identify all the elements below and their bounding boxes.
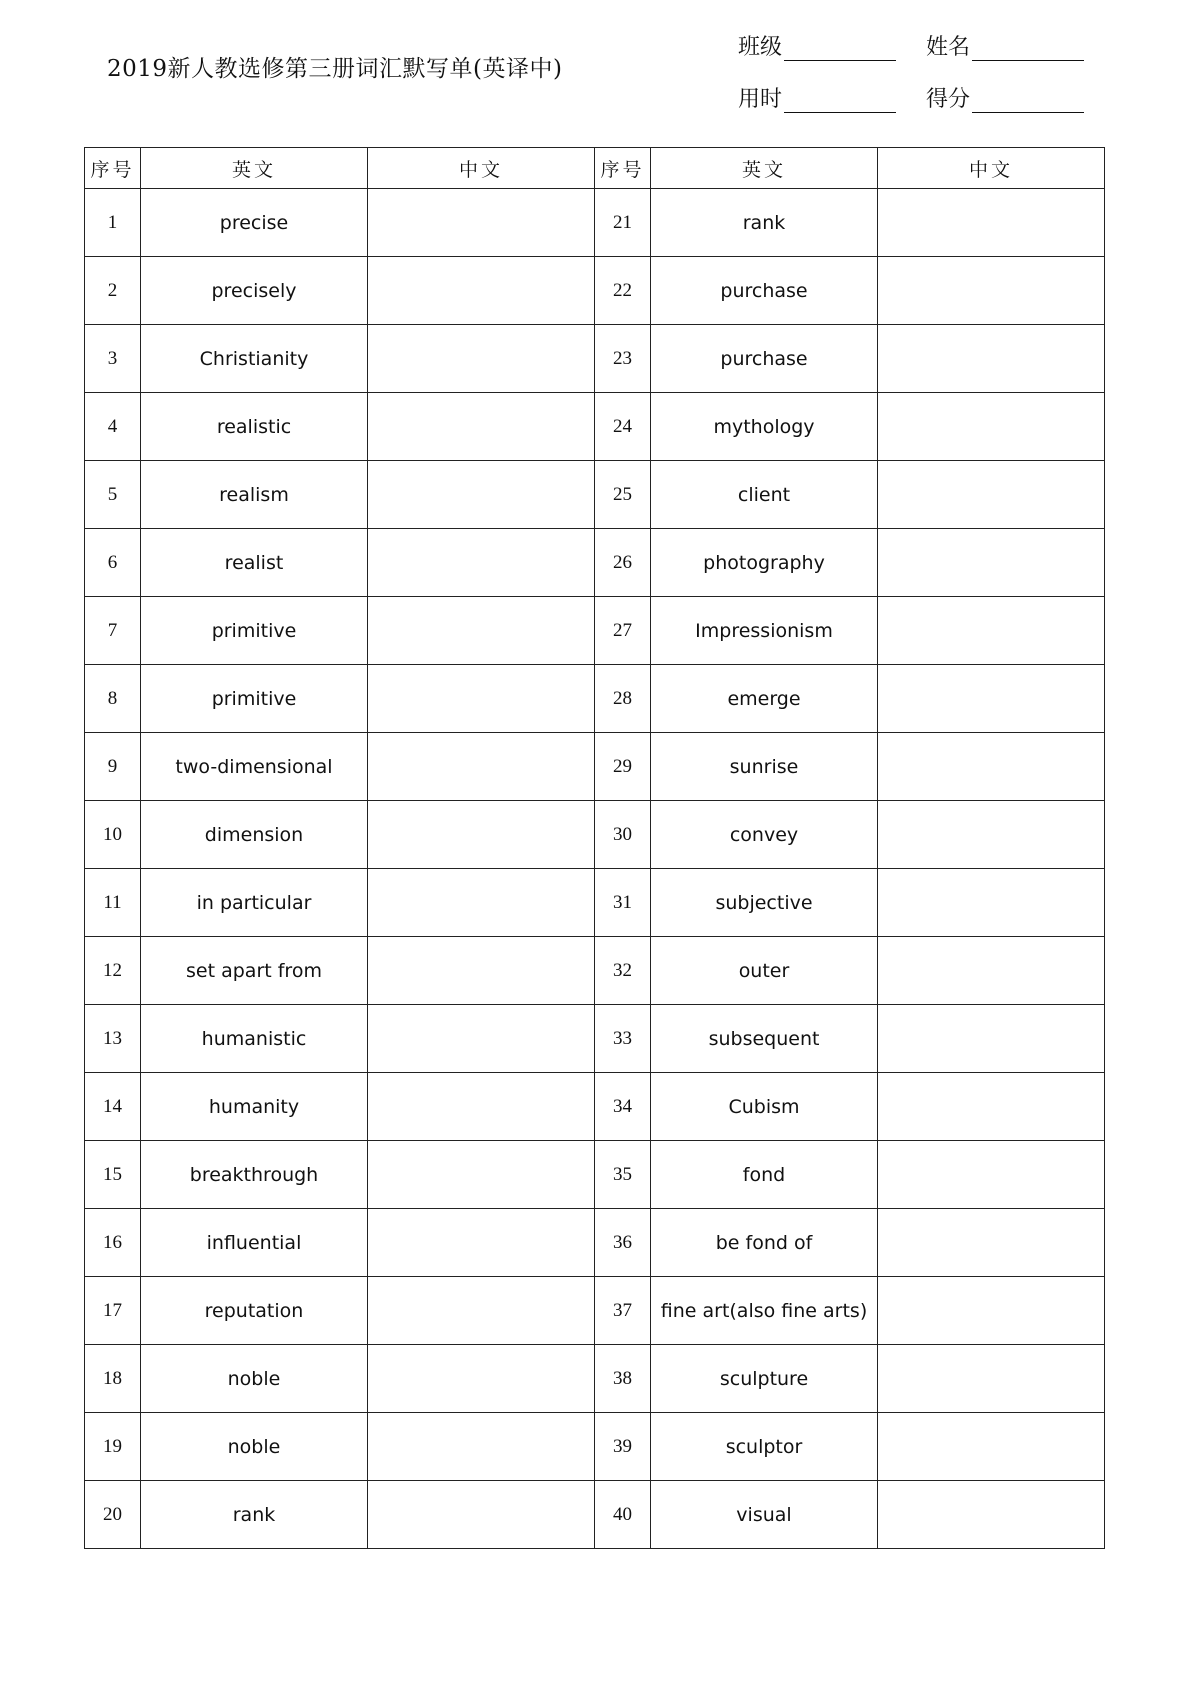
word-number: 14 — [85, 1073, 141, 1141]
chinese-answer-cell[interactable] — [878, 597, 1105, 665]
english-word: Cubism — [651, 1073, 878, 1141]
word-number: 19 — [85, 1413, 141, 1481]
word-number: 31 — [595, 869, 651, 937]
chinese-answer-cell[interactable] — [878, 1073, 1105, 1141]
name-blank[interactable] — [972, 38, 1084, 61]
word-number: 30 — [595, 801, 651, 869]
word-number: 4 — [85, 393, 141, 461]
table-row — [85, 1209, 1105, 1277]
chinese-answer-cell[interactable] — [878, 937, 1105, 1005]
chinese-answer-cell[interactable] — [878, 1481, 1105, 1549]
word-number: 39 — [595, 1413, 651, 1481]
time-label: 用时 — [738, 87, 783, 112]
chinese-answer-cell[interactable] — [368, 393, 595, 461]
english-word: primitive — [141, 665, 368, 733]
english-word: influential — [141, 1209, 368, 1277]
english-word: purchase — [651, 257, 878, 325]
word-number: 8 — [85, 665, 141, 733]
word-number: 9 — [85, 733, 141, 801]
chinese-answer-cell[interactable] — [368, 665, 595, 733]
word-number: 35 — [595, 1141, 651, 1209]
english-word: subsequent — [651, 1005, 878, 1073]
table-body — [85, 189, 1105, 1549]
table-row — [85, 733, 1105, 801]
class-field — [738, 30, 896, 61]
english-word: purchase — [651, 325, 878, 393]
english-word: visual — [651, 1481, 878, 1549]
name-label: 姓名 — [926, 35, 971, 60]
col-header-chinese-right: 中文 — [878, 148, 1105, 189]
word-number: 7 — [85, 597, 141, 665]
chinese-answer-cell[interactable] — [368, 1481, 595, 1549]
class-blank[interactable] — [784, 38, 896, 61]
chinese-answer-cell[interactable] — [368, 869, 595, 937]
word-number: 10 — [85, 801, 141, 869]
chinese-answer-cell[interactable] — [368, 801, 595, 869]
name-field — [926, 30, 1084, 61]
word-number: 33 — [595, 1005, 651, 1073]
english-word: rank — [141, 1481, 368, 1549]
word-number: 38 — [595, 1345, 651, 1413]
word-number: 20 — [85, 1481, 141, 1549]
word-number: 21 — [595, 189, 651, 257]
table-row — [85, 597, 1105, 665]
table-row — [85, 665, 1105, 733]
col-header-english-left: 英文 — [141, 148, 368, 189]
english-word: noble — [141, 1413, 368, 1481]
chinese-answer-cell[interactable] — [878, 1277, 1105, 1345]
chinese-answer-cell[interactable] — [878, 733, 1105, 801]
chinese-answer-cell[interactable] — [878, 801, 1105, 869]
english-word: realism — [141, 461, 368, 529]
chinese-answer-cell[interactable] — [878, 665, 1105, 733]
word-number: 11 — [85, 869, 141, 937]
chinese-answer-cell[interactable] — [878, 1141, 1105, 1209]
time-field — [738, 82, 896, 113]
table-row — [85, 529, 1105, 597]
english-word: fond — [651, 1141, 878, 1209]
chinese-answer-cell[interactable] — [368, 733, 595, 801]
english-word: Christianity — [141, 325, 368, 393]
english-word: realistic — [141, 393, 368, 461]
word-number: 15 — [85, 1141, 141, 1209]
col-header-english-right: 英文 — [651, 148, 878, 189]
english-word: outer — [651, 937, 878, 1005]
chinese-answer-cell[interactable] — [878, 529, 1105, 597]
page-title: 2019新人教选修第三册词汇默写单(英译中) — [107, 56, 563, 82]
word-number: 3 — [85, 325, 141, 393]
chinese-answer-cell[interactable] — [368, 1277, 595, 1345]
chinese-answer-cell[interactable] — [878, 393, 1105, 461]
chinese-answer-cell[interactable] — [878, 1005, 1105, 1073]
english-word: fine art(also fine arts) — [651, 1277, 878, 1345]
chinese-answer-cell[interactable] — [878, 461, 1105, 529]
word-number: 29 — [595, 733, 651, 801]
chinese-answer-cell[interactable] — [368, 1345, 595, 1413]
chinese-answer-cell[interactable] — [368, 529, 595, 597]
table-row — [85, 1413, 1105, 1481]
table-row — [85, 1481, 1105, 1549]
chinese-answer-cell[interactable] — [368, 1073, 595, 1141]
word-number: 2 — [85, 257, 141, 325]
word-number: 36 — [595, 1209, 651, 1277]
col-header-chinese-left: 中文 — [368, 148, 595, 189]
word-number: 28 — [595, 665, 651, 733]
english-word: in particular — [141, 869, 368, 937]
english-word: dimension — [141, 801, 368, 869]
word-number: 5 — [85, 461, 141, 529]
table-row — [85, 1073, 1105, 1141]
english-word: precise — [141, 189, 368, 257]
word-number: 27 — [595, 597, 651, 665]
english-word: sunrise — [651, 733, 878, 801]
class-label: 班级 — [738, 35, 783, 60]
table-row — [85, 937, 1105, 1005]
word-number: 40 — [595, 1481, 651, 1549]
chinese-answer-cell[interactable] — [368, 1005, 595, 1073]
table-row — [85, 257, 1105, 325]
chinese-answer-cell[interactable] — [878, 1413, 1105, 1481]
chinese-answer-cell[interactable] — [878, 189, 1105, 257]
english-word: humanity — [141, 1073, 368, 1141]
english-word: two-dimensional — [141, 733, 368, 801]
english-word: precisely — [141, 257, 368, 325]
english-word: breakthrough — [141, 1141, 368, 1209]
table-row — [85, 1345, 1105, 1413]
english-word: set apart from — [141, 937, 368, 1005]
chinese-answer-cell[interactable] — [878, 869, 1105, 937]
word-number: 32 — [595, 937, 651, 1005]
chinese-answer-cell[interactable] — [368, 597, 595, 665]
chinese-answer-cell[interactable] — [368, 937, 595, 1005]
english-word: emerge — [651, 665, 878, 733]
table-header-row — [85, 148, 1105, 189]
word-number: 16 — [85, 1209, 141, 1277]
table-row — [85, 325, 1105, 393]
chinese-answer-cell[interactable] — [368, 461, 595, 529]
word-number: 34 — [595, 1073, 651, 1141]
vocabulary-table — [84, 147, 1105, 1549]
time-blank[interactable] — [784, 90, 896, 113]
chinese-answer-cell[interactable] — [368, 1413, 595, 1481]
word-number: 37 — [595, 1277, 651, 1345]
table-row — [85, 1141, 1105, 1209]
chinese-answer-cell[interactable] — [878, 325, 1105, 393]
col-header-number-right: 序号 — [595, 148, 651, 189]
word-number: 26 — [595, 529, 651, 597]
table-row — [85, 1277, 1105, 1345]
score-field — [926, 82, 1084, 113]
table-row — [85, 801, 1105, 869]
word-number: 12 — [85, 937, 141, 1005]
chinese-answer-cell[interactable] — [878, 1345, 1105, 1413]
english-word: rank — [651, 189, 878, 257]
english-word: be fond of — [651, 1209, 878, 1277]
word-number: 23 — [595, 325, 651, 393]
table-row — [85, 461, 1105, 529]
score-blank[interactable] — [972, 90, 1084, 113]
english-word: Impressionism — [651, 597, 878, 665]
chinese-answer-cell[interactable] — [368, 189, 595, 257]
english-word: sculptor — [651, 1413, 878, 1481]
table-row — [85, 393, 1105, 461]
word-number: 6 — [85, 529, 141, 597]
chinese-answer-cell[interactable] — [368, 325, 595, 393]
word-number: 1 — [85, 189, 141, 257]
chinese-answer-cell[interactable] — [878, 257, 1105, 325]
english-word: photography — [651, 529, 878, 597]
english-word: humanistic — [141, 1005, 368, 1073]
score-label: 得分 — [926, 87, 971, 112]
english-word: client — [651, 461, 878, 529]
english-word: convey — [651, 801, 878, 869]
table-row — [85, 1005, 1105, 1073]
word-number: 24 — [595, 393, 651, 461]
chinese-answer-cell[interactable] — [878, 1209, 1105, 1277]
chinese-answer-cell[interactable] — [368, 257, 595, 325]
word-number: 18 — [85, 1345, 141, 1413]
chinese-answer-cell[interactable] — [368, 1141, 595, 1209]
table-row — [85, 189, 1105, 257]
english-word: mythology — [651, 393, 878, 461]
english-word: realist — [141, 529, 368, 597]
word-number: 13 — [85, 1005, 141, 1073]
english-word: sculpture — [651, 1345, 878, 1413]
word-number: 25 — [595, 461, 651, 529]
word-number: 17 — [85, 1277, 141, 1345]
col-header-number-left: 序号 — [85, 148, 141, 189]
english-word: reputation — [141, 1277, 368, 1345]
table-row — [85, 869, 1105, 937]
english-word: primitive — [141, 597, 368, 665]
english-word: subjective — [651, 869, 878, 937]
chinese-answer-cell[interactable] — [368, 1209, 595, 1277]
english-word: noble — [141, 1345, 368, 1413]
word-number: 22 — [595, 257, 651, 325]
